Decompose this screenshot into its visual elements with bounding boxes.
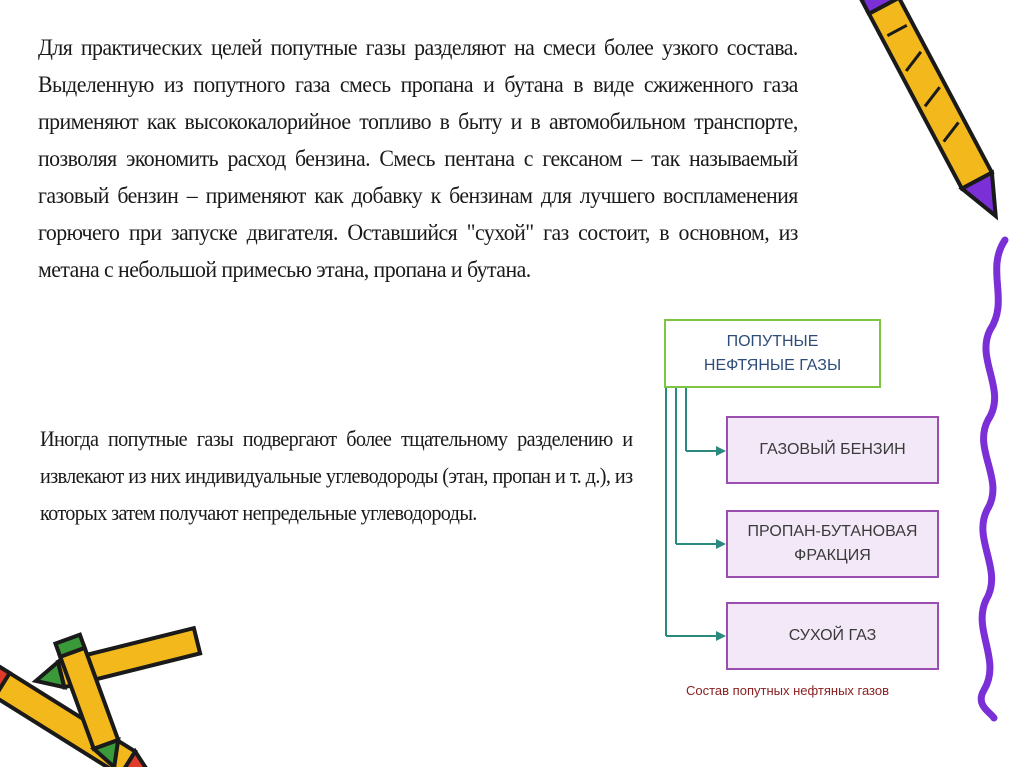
child-label-line1: ПРОПАН-БУТАНОВАЯ: [747, 523, 918, 540]
diagram-connectors: [666, 388, 726, 641]
pencil-icon-bottom-left-2: [33, 628, 200, 693]
root-label-line2: НЕФТЯНЫЕ ГАЗЫ: [703, 356, 842, 374]
diagram-caption: Состав попутных нефтяных газов: [686, 683, 890, 698]
diagram-root-box: [664, 319, 881, 388]
child-label-line2: ФРАКЦИЯ: [794, 547, 871, 564]
diagram-child-dry-gas: [726, 602, 939, 670]
child-label: СУХОЙ ГАЗ: [788, 627, 877, 644]
root-label-line1: ПОПУТНЫЕ: [726, 332, 819, 350]
diagram-child-propane-butane: [726, 510, 939, 578]
wavy-border-icon: [981, 240, 1005, 718]
child-label: ГАЗОВЫЙ БЕНЗИН: [759, 441, 906, 458]
pencil-icon-top-right: [861, 0, 1010, 224]
paragraph-secondary: Иногда попутные газы подвергают более тщательному разделению и извлекают из них индивидуальные углеводороды (этан, пропан и т. д.), из которых затем получают непредельные углеводороды.: [40, 426, 633, 525]
diagram-child-gas-gasoline: [726, 416, 939, 484]
paragraph-main: Для практических целей попутные газы разделяют на смеси более узкого состава. Выделенную из попутного газа смесь пропана и бутана в виде сжиженного газа применяют как высококалорийное топливо в быту и в автомобильном транспорте, позволяя экономить расход бензина. Смесь пентана с гексаном – так называемый газовый бензин – применяют как добавку к бензинам для лучшего воспламенения горючего при запуске двигателя. Оставшийся "сухой" газ состоит, в основном, из метана с небольшой примесью этана, пропана и бутана.: [38, 35, 798, 283]
